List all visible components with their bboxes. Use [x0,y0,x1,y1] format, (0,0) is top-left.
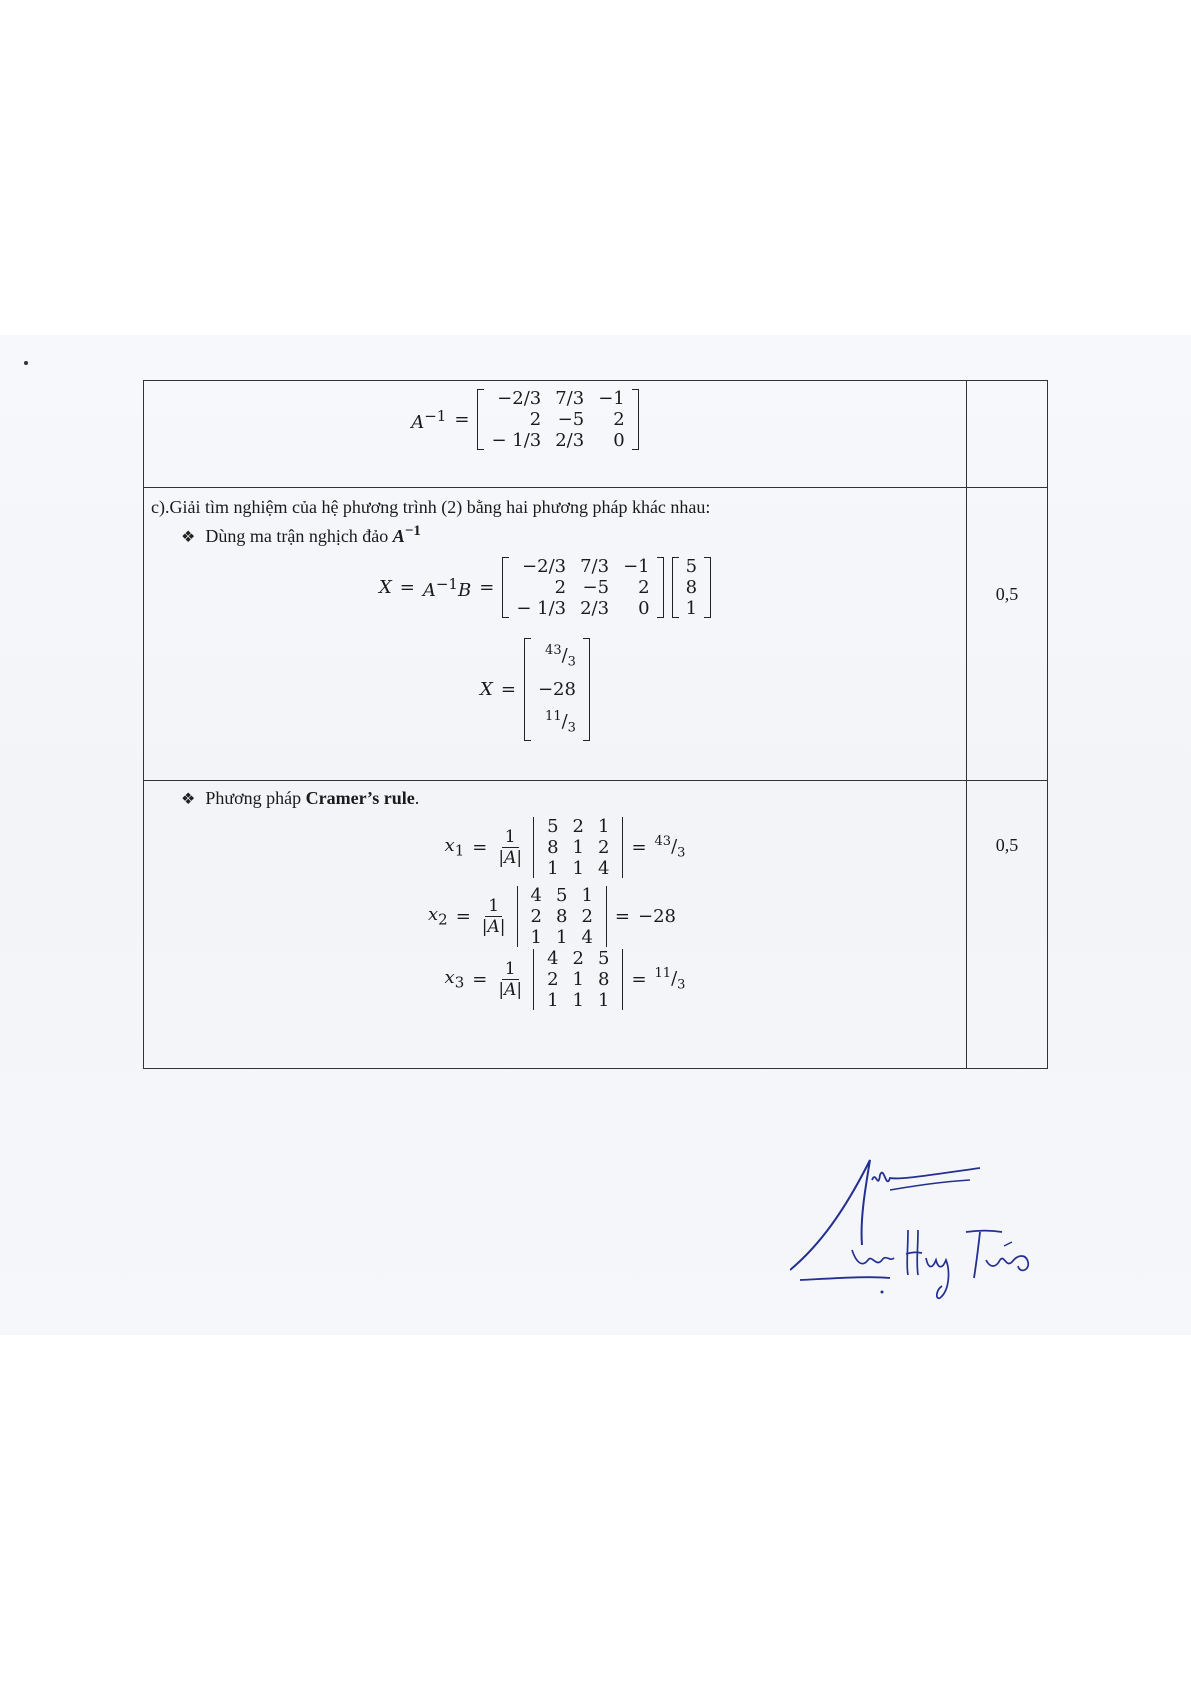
d-cell: 5 [547,816,559,837]
d-cell: 1 [597,816,610,837]
b-symbol: B [457,579,472,601]
d-cell: 8 [597,969,610,990]
d-cell: 1 [547,858,559,879]
m-cell: 0 [638,598,650,619]
v-cell: 1 [685,598,698,619]
m-cell: −1 [598,388,625,409]
res-num: 43 [654,834,672,850]
equals: = [479,577,495,598]
x2-value: −28 [637,906,676,927]
one-over-det [479,896,509,937]
d-cell: 4 [547,948,559,969]
cramer-line [145,782,965,812]
d-cell: 4 [597,858,610,879]
method1-text: Dùng ma trận nghịch đảo [205,526,389,546]
score-cell-empty [967,381,1048,488]
frac-num: 1 [502,959,519,980]
equals: = [472,837,488,858]
d-cell: 1 [572,858,584,879]
res-den: 3 [677,977,686,993]
equals: = [614,906,630,927]
signature [790,1150,1050,1300]
equals: = [631,969,647,990]
d-cell: 1 [572,969,584,990]
x3-value: $^{11}/_3$ [654,966,686,993]
equals: = [500,679,516,701]
equals: = [454,409,470,430]
inverse-matrix [502,556,663,619]
cell-cramer [144,781,967,1069]
result-1: $^{43}/_3$ [545,643,576,670]
d-cell: 2 [597,837,610,858]
m-cell: 7/3 [580,556,610,577]
m-cell: 7/3 [555,388,585,409]
var-sub: 1 [454,841,465,860]
x-equals-ainv-b [125,556,965,619]
vector-b [672,556,711,619]
cramer-dot: . [414,788,420,808]
x1-value: $^{43}/_3$ [654,834,686,861]
inverse-matrix [477,388,638,451]
cramer-prefix: Phương pháp [205,788,302,808]
part-c-heading: c).Giải tìm nghiệm của hệ phương trình (2) bằng hai phương pháp khác nhau: [151,497,711,517]
one-over-det [495,959,525,1000]
d-cell: 2 [572,948,584,969]
bullet-icon: ❖ [181,791,196,808]
d-cell: 1 [581,885,593,906]
scan-dot [24,361,28,365]
row-inverse [144,381,1048,488]
cramer-x1 [165,816,965,879]
equals: = [631,837,647,858]
answer-table [143,380,1048,1069]
d-cell: 1 [572,990,584,1011]
row-cramer [144,781,1048,1069]
cramer-bold: Cramer’s rule [305,788,415,808]
result-2: −28 [537,678,576,700]
score-cramer: 0,5 [967,781,1048,1069]
method1-symbol: A [392,526,405,546]
d-cell: 1 [547,990,559,1011]
d-cell: 8 [547,837,559,858]
equals: = [399,577,415,598]
v-cell: 5 [685,556,698,577]
d-cell: 5 [555,885,568,906]
m-cell: −1 [623,556,650,577]
a-symbol: A [422,579,436,601]
equals: = [455,906,471,927]
score-method1: 0,5 [967,488,1048,781]
d-cell: 2 [581,906,593,927]
d-cell: 5 [597,948,610,969]
m-cell: −2/3 [497,388,542,409]
cell-method-inverse [144,488,967,781]
m-cell: 2/3 [555,430,585,451]
d-cell: 2 [547,969,559,990]
m-cell: −2/3 [522,556,567,577]
d-cell: 1 [572,837,584,858]
cell-inverse [144,381,967,488]
res-num: 11 [545,708,562,724]
bullet-icon: ❖ [181,529,196,546]
determinant [533,816,623,879]
res-num: 43 [545,643,562,658]
d-cell: 1 [530,927,542,948]
var-sub: 2 [438,910,448,929]
row-method-inverse [144,488,1048,781]
var: x [428,904,439,926]
frac-num: 1 [502,827,519,848]
inverse-equation [85,388,965,451]
m-cell: 0 [613,430,625,451]
equals: = [472,969,488,990]
result-3: $^{11}/_3$ [545,708,576,736]
m-cell: −5 [557,409,585,430]
d-cell: 4 [530,885,542,906]
cramer-x2 [139,885,965,948]
x-symbol: X [480,679,493,701]
res-den: 3 [677,845,686,861]
m-cell: − 1/3 [491,430,542,451]
d-cell: 1 [597,990,610,1011]
d-cell: 8 [555,906,568,927]
res-den: 3 [567,720,576,736]
res-num: 11 [654,966,672,982]
determinant [533,948,623,1011]
frac-num: 1 [485,896,502,917]
m-cell: − 1/3 [516,598,567,619]
frac-den: |A| [498,848,523,868]
frac-den: |A| [498,980,523,1000]
v-cell: 8 [685,577,698,598]
m-cell: 2/3 [580,598,610,619]
d-cell: 2 [530,906,542,927]
a-sup: −1 [424,406,447,425]
x-result [105,637,965,742]
method1-sup: −1 [404,523,421,539]
determinant [517,885,607,948]
method1-line [145,519,965,550]
m-cell: 2 [638,577,650,598]
res-den: 3 [567,654,576,670]
var-sub: 3 [454,973,465,992]
m-cell: −5 [582,577,610,598]
d-cell: 2 [572,816,584,837]
d-cell: 1 [555,927,568,948]
frac-den: |A| [481,917,506,937]
a-sup: −1 [435,574,458,593]
x-symbol: X [378,577,392,598]
m-cell: 2 [529,409,542,430]
cramer-x3 [165,948,965,1011]
var: x [444,967,455,989]
one-over-det [495,827,525,868]
m-cell: 2 [554,577,567,598]
result-vector [524,637,590,742]
var: x [444,835,455,857]
d-cell: 4 [581,927,593,948]
m-cell: 2 [613,409,625,430]
a-symbol: A [411,411,425,433]
